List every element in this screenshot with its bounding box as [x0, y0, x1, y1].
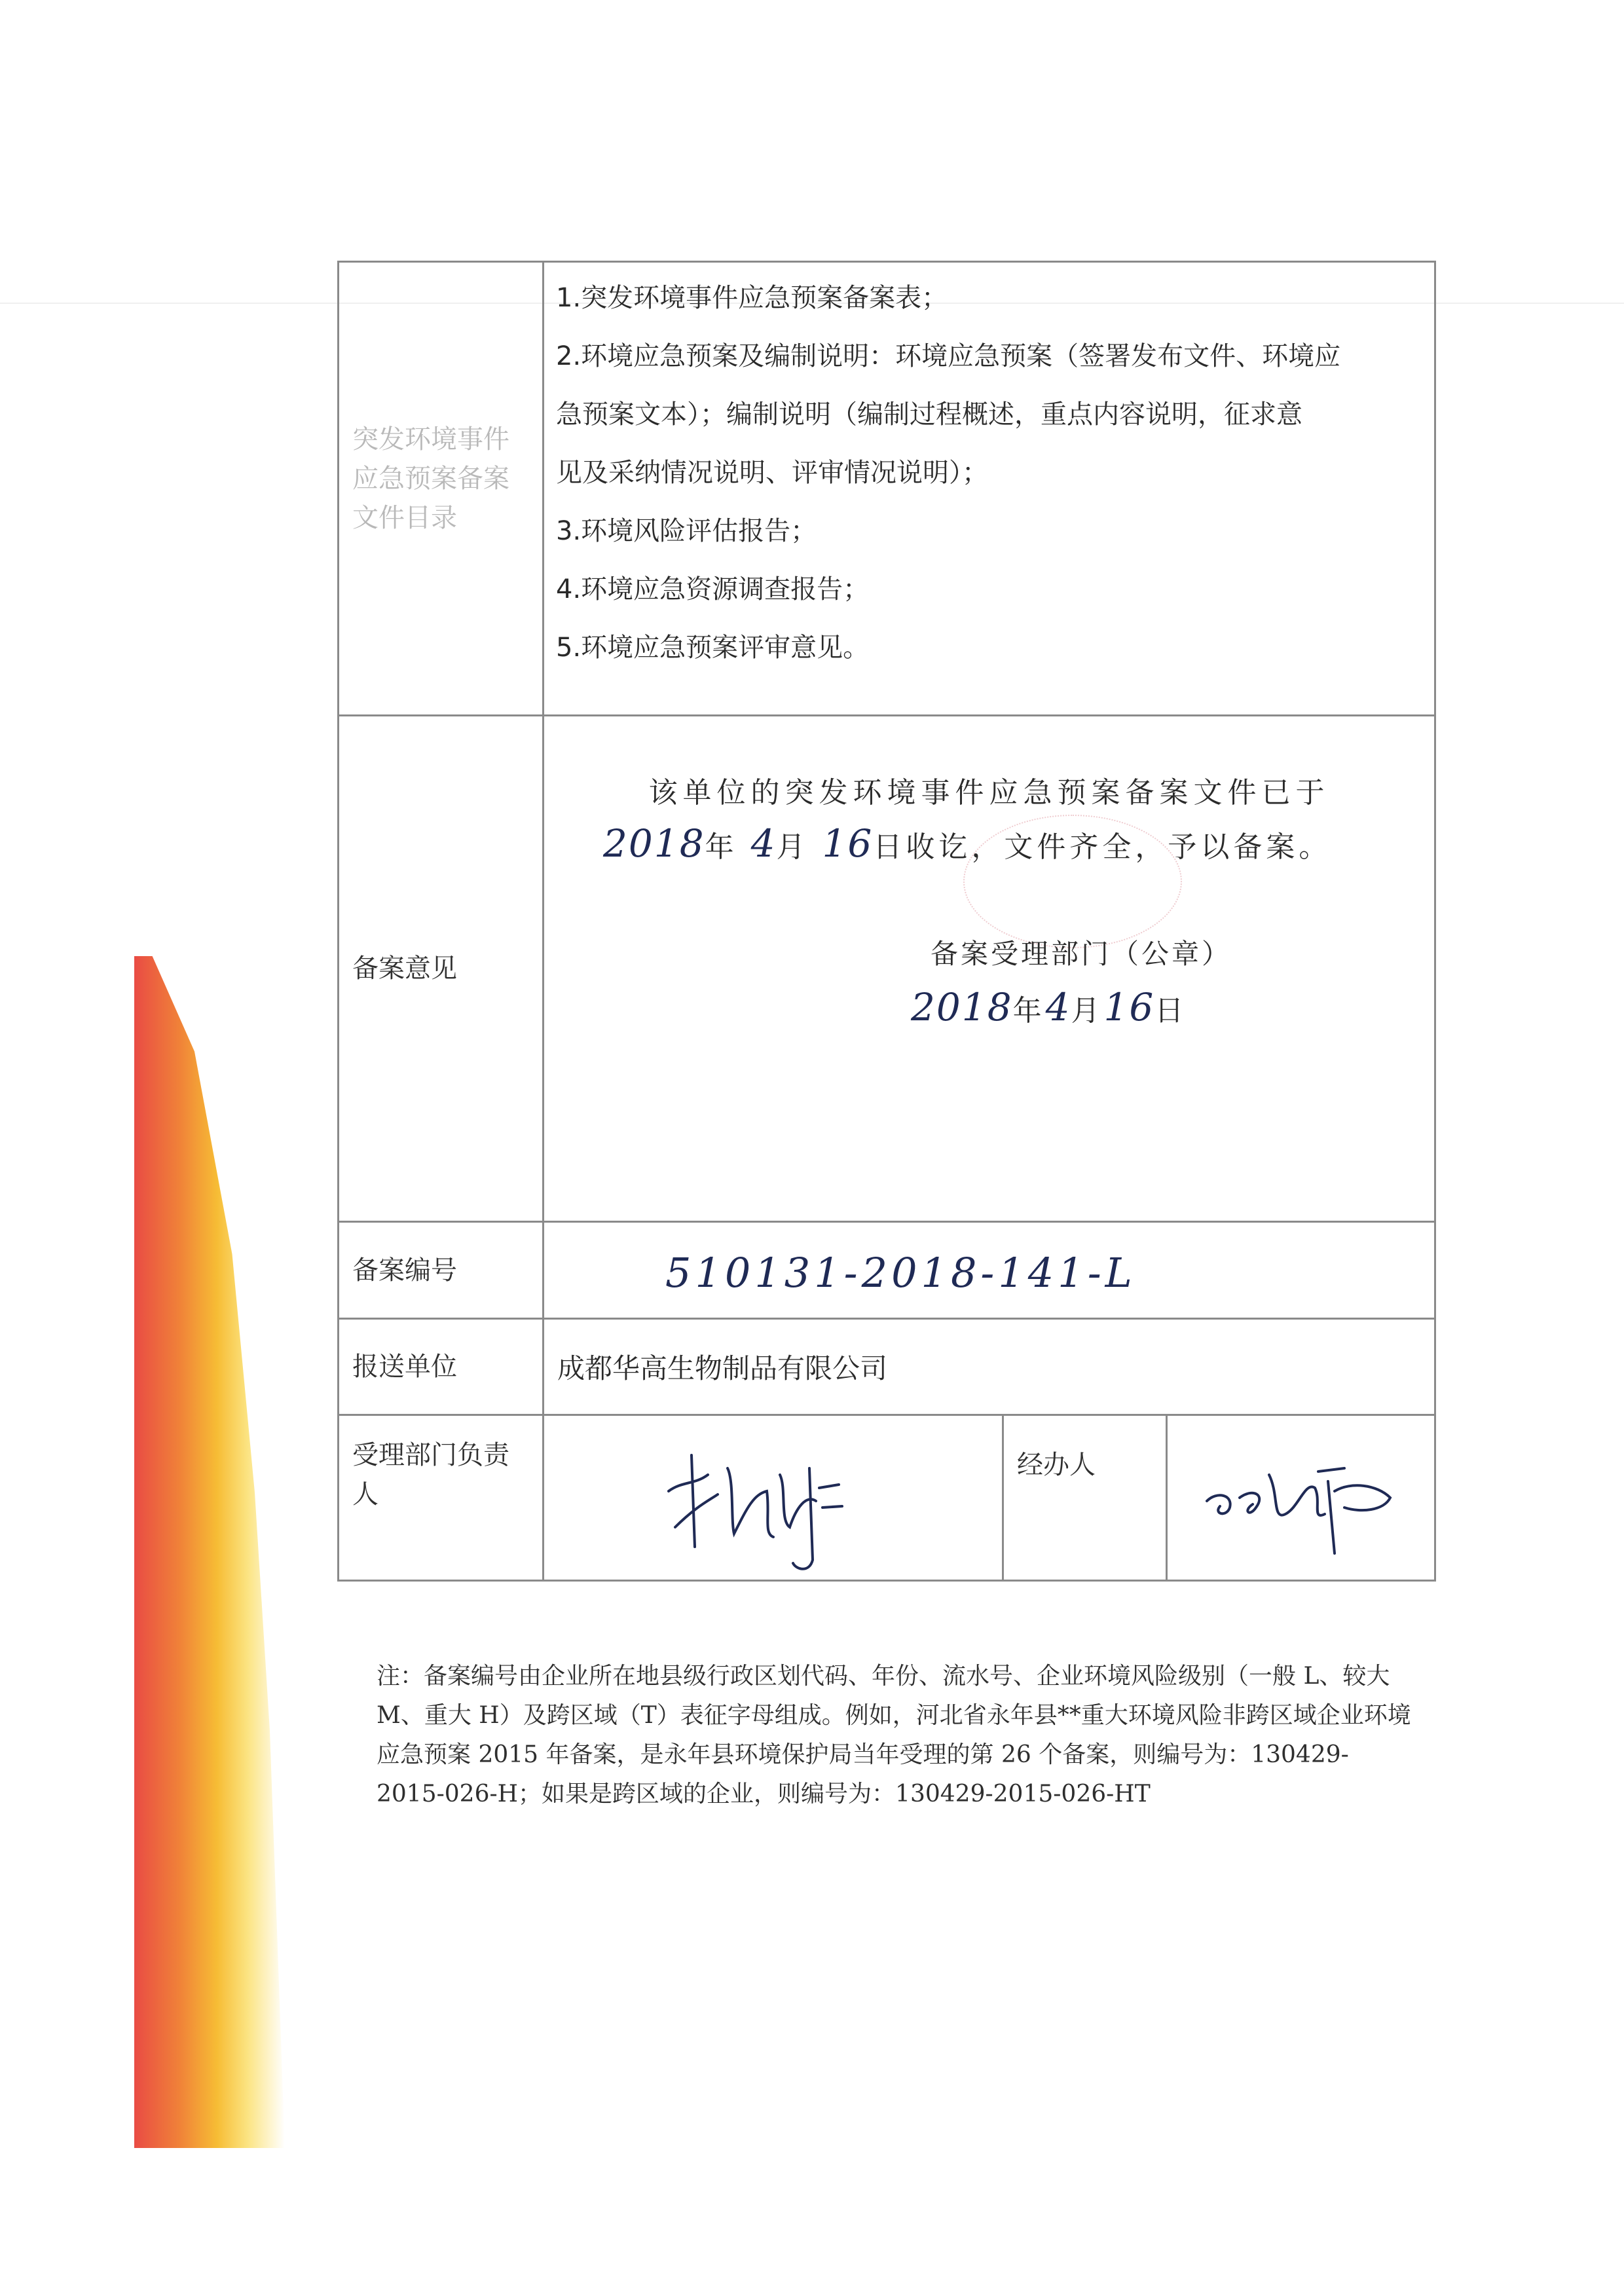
responsible-signature-cell — [544, 1415, 1003, 1581]
catalog-item: 4.环境应急资源调查报告； — [556, 574, 870, 604]
catalog-item: 1.突发环境事件应急预案备案表； — [556, 283, 948, 313]
responsible-row — [339, 1415, 1435, 1581]
catalog-item: 3.环境风险评估报告； — [556, 516, 817, 546]
opinion-row — [339, 716, 1435, 1222]
handler-signature-cell — [1167, 1415, 1435, 1581]
sign-day-handwritten: 16 — [1103, 985, 1155, 1029]
code-row — [339, 1222, 1435, 1319]
catalog-contents — [544, 262, 1435, 716]
month-unit: 月 — [1071, 994, 1104, 1028]
filing-code-handwritten: 510131-2018-141-L — [665, 1249, 1136, 1297]
catalog-row — [339, 262, 1435, 716]
edge-stain — [134, 956, 285, 2148]
year-unit: 年 — [1012, 994, 1046, 1028]
sign-year-handwritten: 2018 — [911, 985, 1013, 1029]
filing-form-table — [337, 261, 1436, 1582]
received-year-handwritten: 2018 — [603, 821, 705, 866]
footnote: 注：备案编号由企业所在地县级行政区划代码、年份、流水号、企业环境风险级别（一般 L、较大 M、重大 H）及跨区域（T）表征字母组成。例如，河北省永年县**重大环境风险非跨区域企业环境应急预案 2015 年备案，是永年县环境保护局当年受理的第 26 个备案，则编号为：130429-2015-026-H；如果是跨区域的企业，则编号为：130429-2015-026-HT — [377, 1663, 1411, 1807]
month-unit: 月 — [776, 830, 809, 864]
handler-signature — [1194, 1435, 1416, 1566]
accepting-department: 备案受理部门（公章） — [931, 938, 1232, 970]
catalog-item: 急预案文本）；编制说明（编制过程概述，重点内容说明，征求意 — [556, 399, 1302, 430]
catalog-item: 2.环境应急预案及编制说明：环境应急预案（签署发布文件、环境应 — [556, 341, 1341, 371]
sender-label: 报送单位 — [339, 1319, 544, 1415]
handler-label: 经办人 — [1003, 1415, 1167, 1581]
sender-value: 成都华高生物制品有限公司 — [544, 1319, 1435, 1415]
received-month-handwritten: 4 — [750, 821, 777, 866]
opinion-received-line — [603, 821, 1331, 866]
code-cell — [544, 1222, 1435, 1319]
responsible-label: 受理部门负责人 — [339, 1415, 544, 1581]
catalog-label: 突发环境事件应急预案备案文件目录 — [339, 262, 544, 716]
year-unit: 年 — [705, 830, 738, 864]
opinion-label: 备案意见 — [339, 716, 544, 1222]
catalog-item: 5.环境应急预案评审意见。 — [556, 633, 870, 663]
opinion-cell — [544, 716, 1435, 1222]
opinion-text: 该单位的突发环境事件应急预案备案文件已于 — [648, 776, 1330, 809]
responsible-signature — [655, 1429, 865, 1580]
received-day-handwritten: 16 — [822, 821, 874, 866]
sign-date — [911, 985, 1187, 1029]
code-label: 备案编号 — [339, 1222, 544, 1319]
catalog-item: 见及采纳情况说明、评审情况说明）； — [556, 458, 988, 488]
day-unit: 日 — [1154, 994, 1188, 1028]
sender-row — [339, 1319, 1435, 1415]
sign-month-handwritten: 4 — [1045, 985, 1071, 1029]
received-suffix: 日收讫，文件齐全，予以备案。 — [873, 830, 1332, 864]
